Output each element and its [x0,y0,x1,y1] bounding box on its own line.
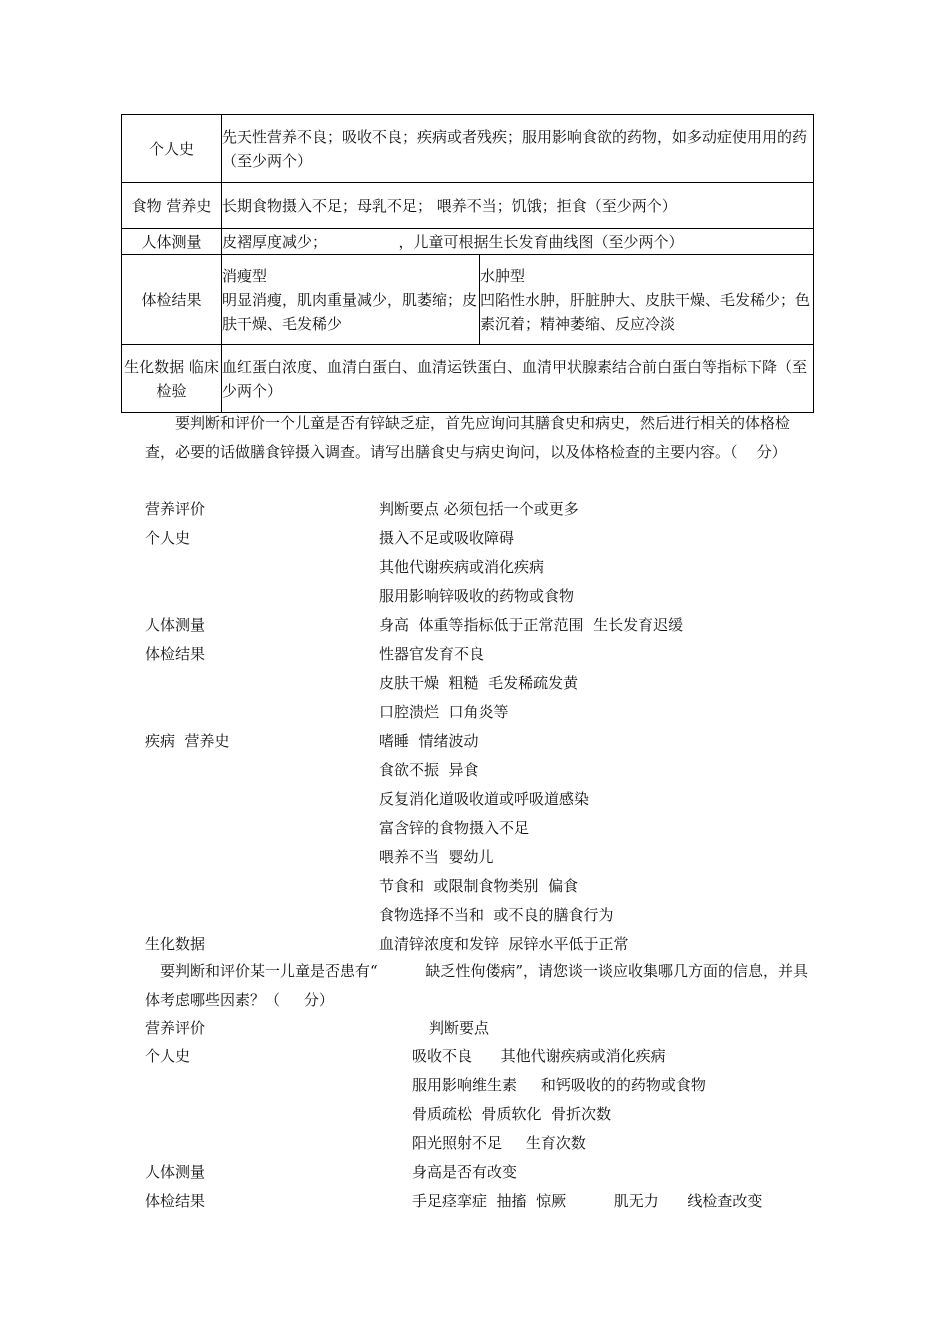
q1-line-right: 服用影响锌吸收的药物或食物 [379,587,575,605]
row-value: 血红蛋白浓度、血清白蛋白、血清运铁蛋白、血清甲状腺素结合前白蛋白等指标下降（至少两个） [222,345,814,413]
q2-header-left: 营养评价 [145,1019,206,1037]
row-value: 皮褶厚度减少； ，儿童可根据生长发育曲线图（至少两个） [222,229,814,255]
q2-line-left: 个人史 [145,1047,191,1065]
row-label: 体检结果 [122,255,222,345]
table-row [122,229,814,255]
q1-line-right: 皮肤干燥 粗糙 毛发稀疏发黄 [379,674,579,692]
q1-line-right: 反复消化道吸收道或呼吸道感染 [379,790,590,808]
exam-left-title: 消瘦型 [222,266,268,285]
exam-right-cell [480,255,814,345]
q1-line-right: 食欲不振 异食 [379,761,479,779]
q1-line-right: 身高 体重等指标低于正常范围 生长发育迟缓 [379,616,684,634]
q1-line-right: 喂养不当 婴幼儿 [379,848,494,866]
q2-line-right: 服用影响维生素 和钙吸收的的药物或食物 [412,1076,706,1094]
q2-line-right: 吸收不良 其他代谢疾病或消化疾病 [412,1047,666,1065]
q1-line-right: 嗜睡 情绪波动 [379,732,479,750]
q2-line-right: 骨质疏松 骨质软化 骨折次数 [412,1105,612,1123]
q1-header-right: 判断要点 必须包括一个或更多 [379,500,579,518]
q2-line-right: 阳光照射不足 生育次数 [412,1134,586,1152]
q1-line-left: 生化数据 [145,935,206,953]
q1-line-right: 节食和 或限制食物类别 偏食 [379,877,579,895]
exam-right-text: 凹陷性水肿，肝脏肿大、皮肤干燥、毛发稀少；色素沉着；精神萎缩、反应冷淡 [480,290,811,333]
q1-line-right: 口腔溃烂 口角炎等 [379,703,509,721]
row-label: 生化数据 临床检验 [122,345,222,413]
q1-line-right: 血清锌浓度和发锌 尿锌水平低于正常 [379,935,629,953]
question-2-text: 要判断和评价某一儿童是否患有“ 缺乏性佝偻病”，请您谈一谈应收集哪几方面的信息，并具体考虑哪些因素？（ 分） [145,962,809,1009]
table-row [122,115,814,183]
q1-line-left: 体检结果 [145,645,206,663]
row-label: 人体测量 [122,229,222,255]
row-value: 长期食物摄入不足；母乳不足； 喂养不当；饥饿；拒食（至少两个） [222,183,814,229]
table-row [122,255,814,345]
nutrition-assessment-table [121,114,814,413]
q1-line-left: 人体测量 [145,616,206,634]
exam-right-title: 水肿型 [480,266,526,285]
table-row [122,345,814,413]
q1-line-right: 其他代谢疾病或消化疾病 [379,558,545,576]
row-label: 食物 营养史 [122,183,222,229]
row-label: 个人史 [122,115,222,183]
q2-line-left: 人体测量 [145,1163,206,1181]
row-value: 先天性营养不良；吸收不良；疾病或者残疾；服用影响食欲的药物，如多动症使用用的药（至少两个） [222,115,814,183]
q1-line-right: 性器官发育不良 [379,645,485,663]
q1-line-right: 富含锌的食物摄入不足 [379,819,530,837]
q1-line-left: 个人史 [145,529,191,547]
q2-header-right: 判断要点 [429,1019,490,1037]
exam-left-cell [222,255,480,345]
q2-line-right: 手足痉挛症 抽搐 惊厥 肌无力 线检查改变 [412,1192,763,1210]
q1-header-left: 营养评价 [145,500,206,518]
q2-line-left: 体检结果 [145,1192,206,1210]
table-row [122,183,814,229]
q1-line-right: 摄入不足或吸收障碍 [379,529,515,547]
exam-left-text: 明显消瘦，肌肉重量减少，肌萎缩；皮肤干燥、毛发稀少 [222,290,478,333]
q2-line-right: 身高是否有改变 [412,1163,518,1181]
q1-line-right: 食物选择不当和 或不良的膳食行为 [379,906,614,924]
question-1-text: 要判断和评价一个儿童是否有锌缺乏症，首先应询问其膳食史和病史，然后进行相关的体格检查，必要的话做膳食锌摄入调查。请写出膳食史与病史询问，以及体格检查的主要内容。（ 分） [145,414,791,461]
q1-line-left: 疾病 营养史 [145,732,230,750]
